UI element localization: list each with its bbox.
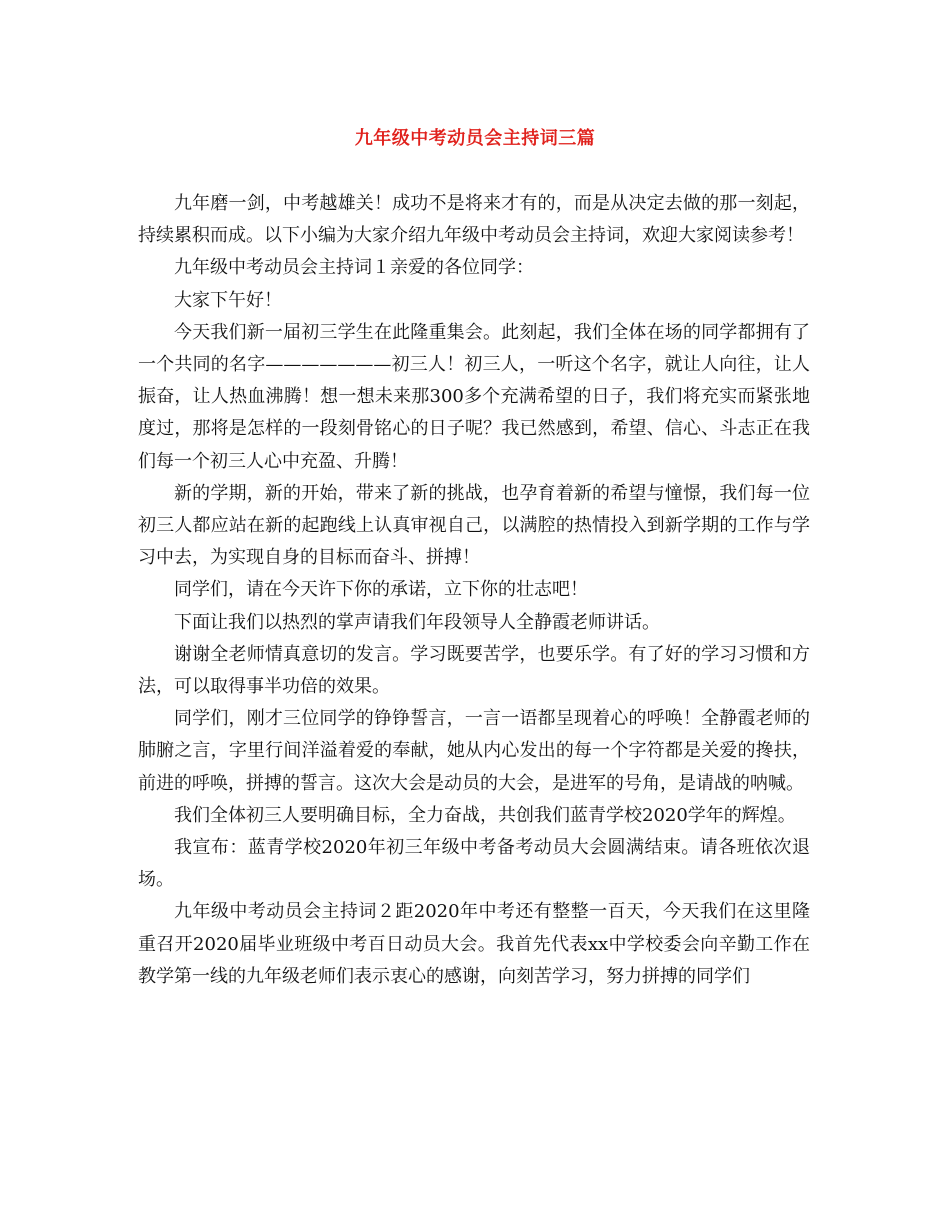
paragraph: 我们全体初三人要明确目标，全力奋战，共创我们蓝青学校2020学年的辉煌。 [174, 804, 796, 826]
paragraph: 我宣布：蓝青学校2020年初三年级中考备考动员大会圆满结束。请各班依次退场。 [138, 837, 810, 891]
document-body [138, 188, 810, 993]
paragraph-section1-heading: 九年级中考动员会主持词１亲爱的各位同学： [174, 257, 534, 279]
document-title: 九年级中考动员会主持词三篇 [354, 128, 596, 149]
paragraph: 谢谢全老师情真意切的发言。学习既要苦学，也要乐学。有了好的学习习惯和方法，可以取得事半功倍的效果。 [138, 643, 810, 698]
paragraph: 同学们，请在今天许下你的承诺，立下你的壮志吧！ [174, 579, 588, 601]
paragraph: 新的学期，新的开始，带来了新的挑战，也孕育着新的希望与憧憬，我们每一位初三人都应站在新的起跑线上认真审视自己，以满腔的热情投入到新学期的工作与学习中去，为实现自身的目标而奋斗、拼搏！ [138, 482, 810, 569]
paragraph-section2-start: 九年级中考动员会主持词２距2020年中考还有整整一百天，今天我们在这里隆重召开2020届毕业班级中考百日动员大会。我首先代表xx中学校委会向辛勤工作在教学第一线的九年级老师们表示衷心的感谢，向刻苦学习，努力拼搏的同学们 [138, 901, 810, 987]
paragraph: 下面让我们以热烈的掌声请我们年段领导人全静霞老师讲话。 [174, 611, 660, 633]
paragraph: 今天我们新一届初三学生在此隆重集会。此刻起，我们全体在场的同学都拥有了一个共同的名字———————初三人！初三人，一听这个名字，就让人向往，让人振奋，让人热血沸腾！想一想未来那300多个充满希望的日子，我们将充实而紧张地度过，那将是怎样的一段刻骨铭心的日子呢？我已然感到，希望、信心、斗志正在我们每一个初三人心中充盈、升腾！ [138, 321, 810, 472]
paragraph: 同学们，刚才三位同学的铮铮誓言，一言一语都呈现着心的呼唤！全静霞老师的肺腑之言，字里行间洋溢着爱的奉献，她从内心发出的每一个字符都是关爱的搀扶，前进的呼唤，拼搏的誓言。这次大会是动员的大会，是进军的号角，是请战的呐喊。 [138, 708, 810, 794]
paragraph-intro: 九年磨一剑，中考越雄关！成功不是将来才有的，而是从决定去做的那一刻起，持续累积而成。以下小编为大家介绍九年级中考动员会主持词，欢迎大家阅读参考！ [138, 193, 810, 247]
paragraph-greeting: 大家下午好！ [174, 289, 282, 311]
